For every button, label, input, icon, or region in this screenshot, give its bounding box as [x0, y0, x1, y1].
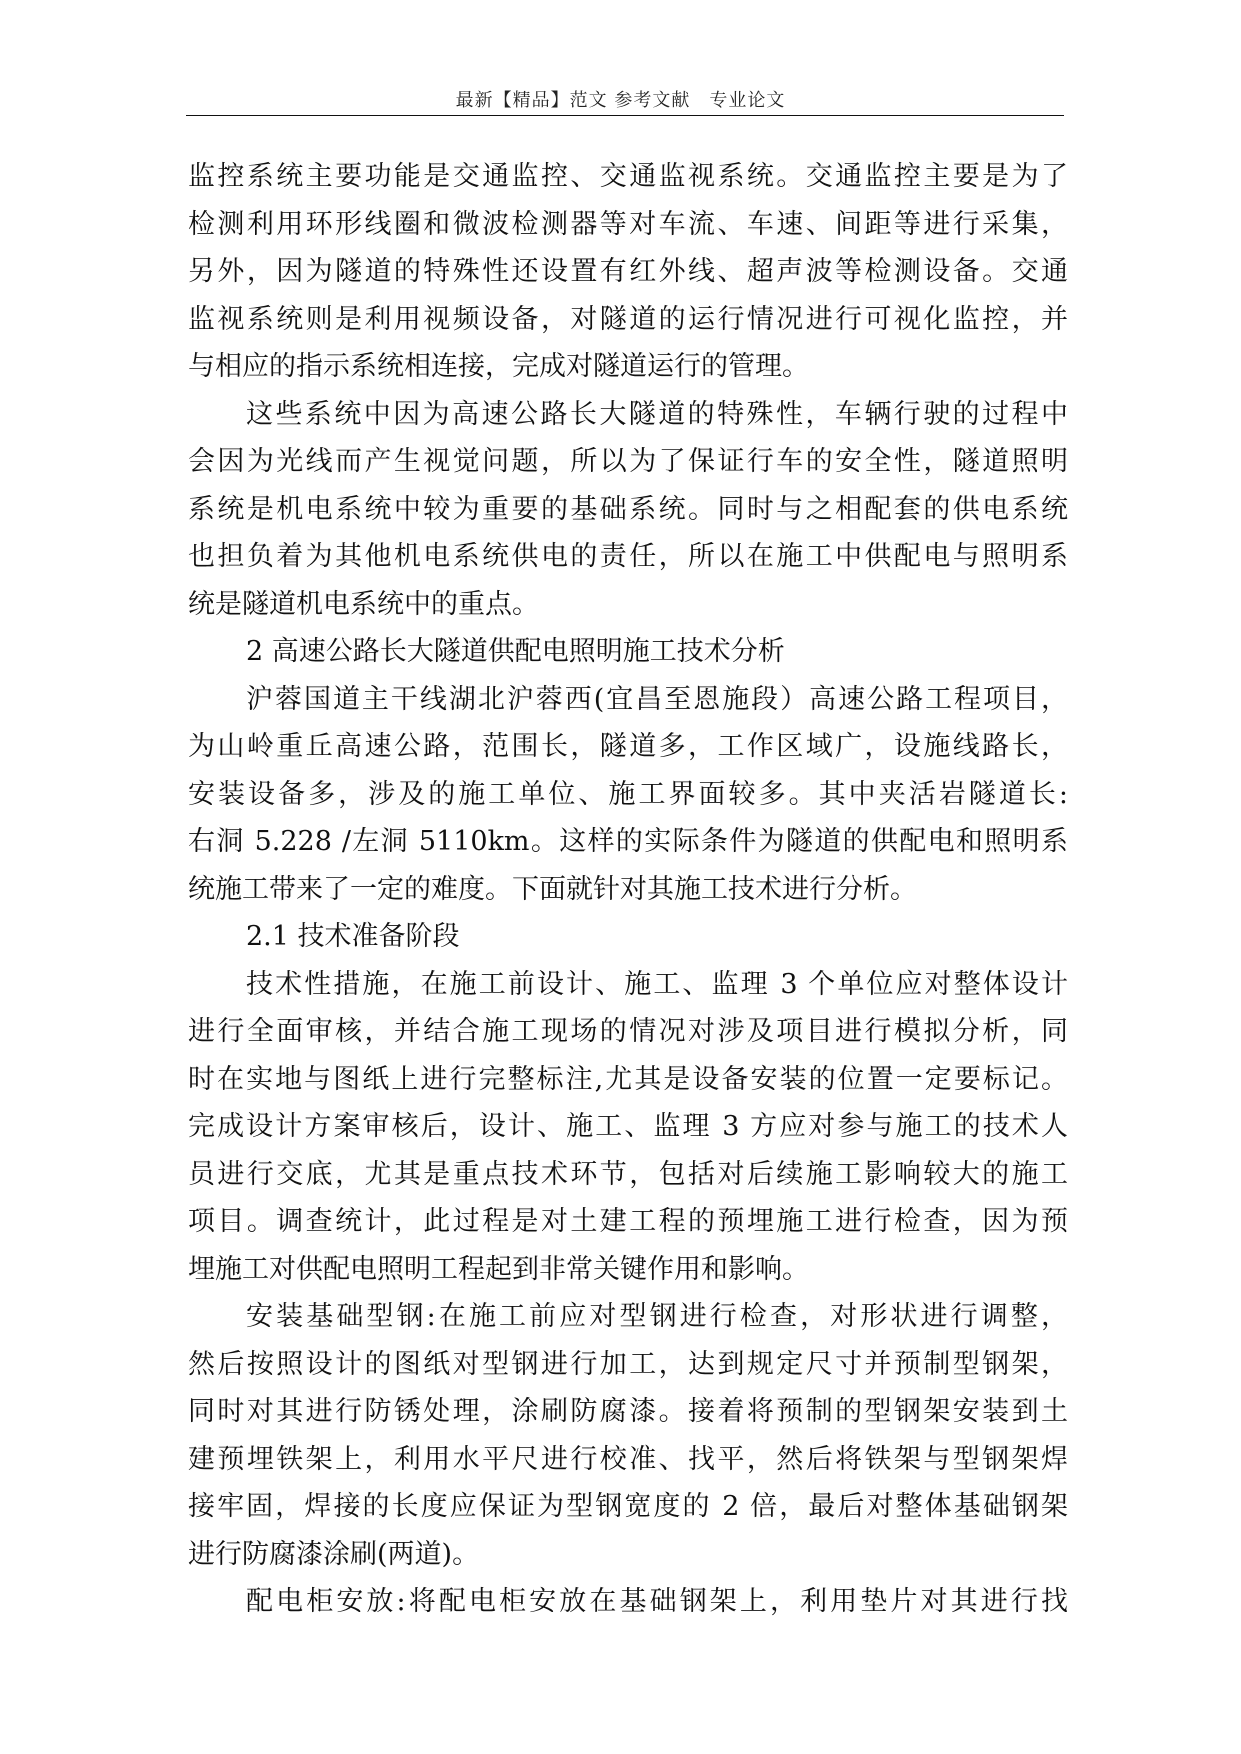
text-line: 统施工带来了一定的难度。下面就针对其施工技术进行分析。 — [188, 873, 917, 905]
text-line: 也担负着为其他机电系统供电的责任，所以在施工中供配电与照明系 — [188, 541, 1068, 572]
text-line: 同时对其进行防锈处理，涂刷防腐漆。接着将预制的型钢架安装到土 — [188, 1396, 1068, 1427]
text-line: 进行防腐漆涂刷(两道)。 — [188, 1538, 480, 1570]
text-line: 埋施工对供配电照明工程起到非常关键作用和影响。 — [188, 1253, 809, 1285]
text-line: 然后按照设计的图纸对型钢进行加工，达到规定尺寸并预制型钢架， — [188, 1348, 1068, 1380]
text-line: 2.1 技术准备阶段 — [246, 921, 460, 952]
text-line: 接牢固，焊接的长度应保证为型钢宽度的 2 倍，最后对整体基础钢架 — [188, 1491, 1068, 1522]
header-title: 最新【精品】范文 参考文献 专业论文 — [455, 90, 786, 111]
text-line: 沪蓉国道主干线湖北沪蓉西(宜昌至恩施段）高速公路工程项目， — [246, 683, 1068, 715]
text-line: 技术性措施，在施工前设计、施工、监理 3 个单位应对整体设计 — [246, 968, 1068, 1000]
text-line: 时在实地与图纸上进行完整标注,尤其是设备安装的位置一定要标记。 — [188, 1063, 1068, 1095]
text-line: 另外，因为隧道的特殊性还设置有红外线、超声波等检测设备。交通 — [188, 256, 1068, 287]
text-line: 右洞 5.228 /左洞 5110km。这样的实际条件为隧道的供配电和照明系 — [188, 826, 1068, 857]
text-line: 为山岭重丘高速公路，范围长，隧道多，工作区域广，设施线路长， — [188, 731, 1068, 762]
text-line: 完成设计方案审核后，设计、施工、监理 3 方应对参与施工的技术人 — [188, 1111, 1068, 1142]
text-line: 项目。调查统计，此过程是对土建工程的预埋施工进行检查，因为预 — [188, 1206, 1068, 1237]
text-line: 监视系统则是利用视频设备，对隧道的运行情况进行可视化监控，并 — [188, 303, 1068, 335]
text-line: 统是隧道机电系统中的重点。 — [188, 588, 539, 620]
header-divider — [186, 115, 1064, 116]
text-line: 系统是机电系统中较为重要的基础系统。同时与之相配套的供电系统 — [188, 493, 1068, 525]
text-line: 会因为光线而产生视觉问题，所以为了保证行车的安全性，隧道照明 — [188, 446, 1068, 477]
document-body — [188, 153, 1068, 1626]
text-line: 员进行交底，尤其是重点技术环节，包括对后续施工影响较大的施工 — [188, 1158, 1068, 1190]
text-line: 这些系统中因为高速公路长大隧道的特殊性，车辆行驶的过程中 — [246, 398, 1068, 430]
page-header — [0, 86, 1241, 116]
text-line: 2 高速公路长大隧道供配电照明施工技术分析 — [246, 636, 785, 667]
text-line: 配电柜安放:将配电柜安放在基础钢架上，利用垫片对其进行找 — [246, 1586, 1068, 1617]
text-line: 安装基础型钢:在施工前应对型钢进行检查，对形状进行调整， — [246, 1301, 1068, 1332]
text-line: 检测利用环形线圈和微波检测器等对车流、车速、间距等进行采集， — [188, 208, 1068, 240]
text-line: 进行全面审核，并结合施工现场的情况对涉及项目进行模拟分析，同 — [188, 1016, 1068, 1047]
text-line: 安装设备多，涉及的施工单位、施工界面较多。其中夹活岩隧道长: — [188, 778, 1068, 810]
text-line: 建预埋铁架上，利用水平尺进行校准、找平，然后将铁架与型钢架焊 — [188, 1443, 1068, 1475]
text-line: 与相应的指示系统相连接，完成对隧道运行的管理。 — [188, 351, 809, 382]
text-line: 监控系统主要功能是交通监控、交通监视系统。交通监控主要是为了 — [188, 161, 1068, 192]
